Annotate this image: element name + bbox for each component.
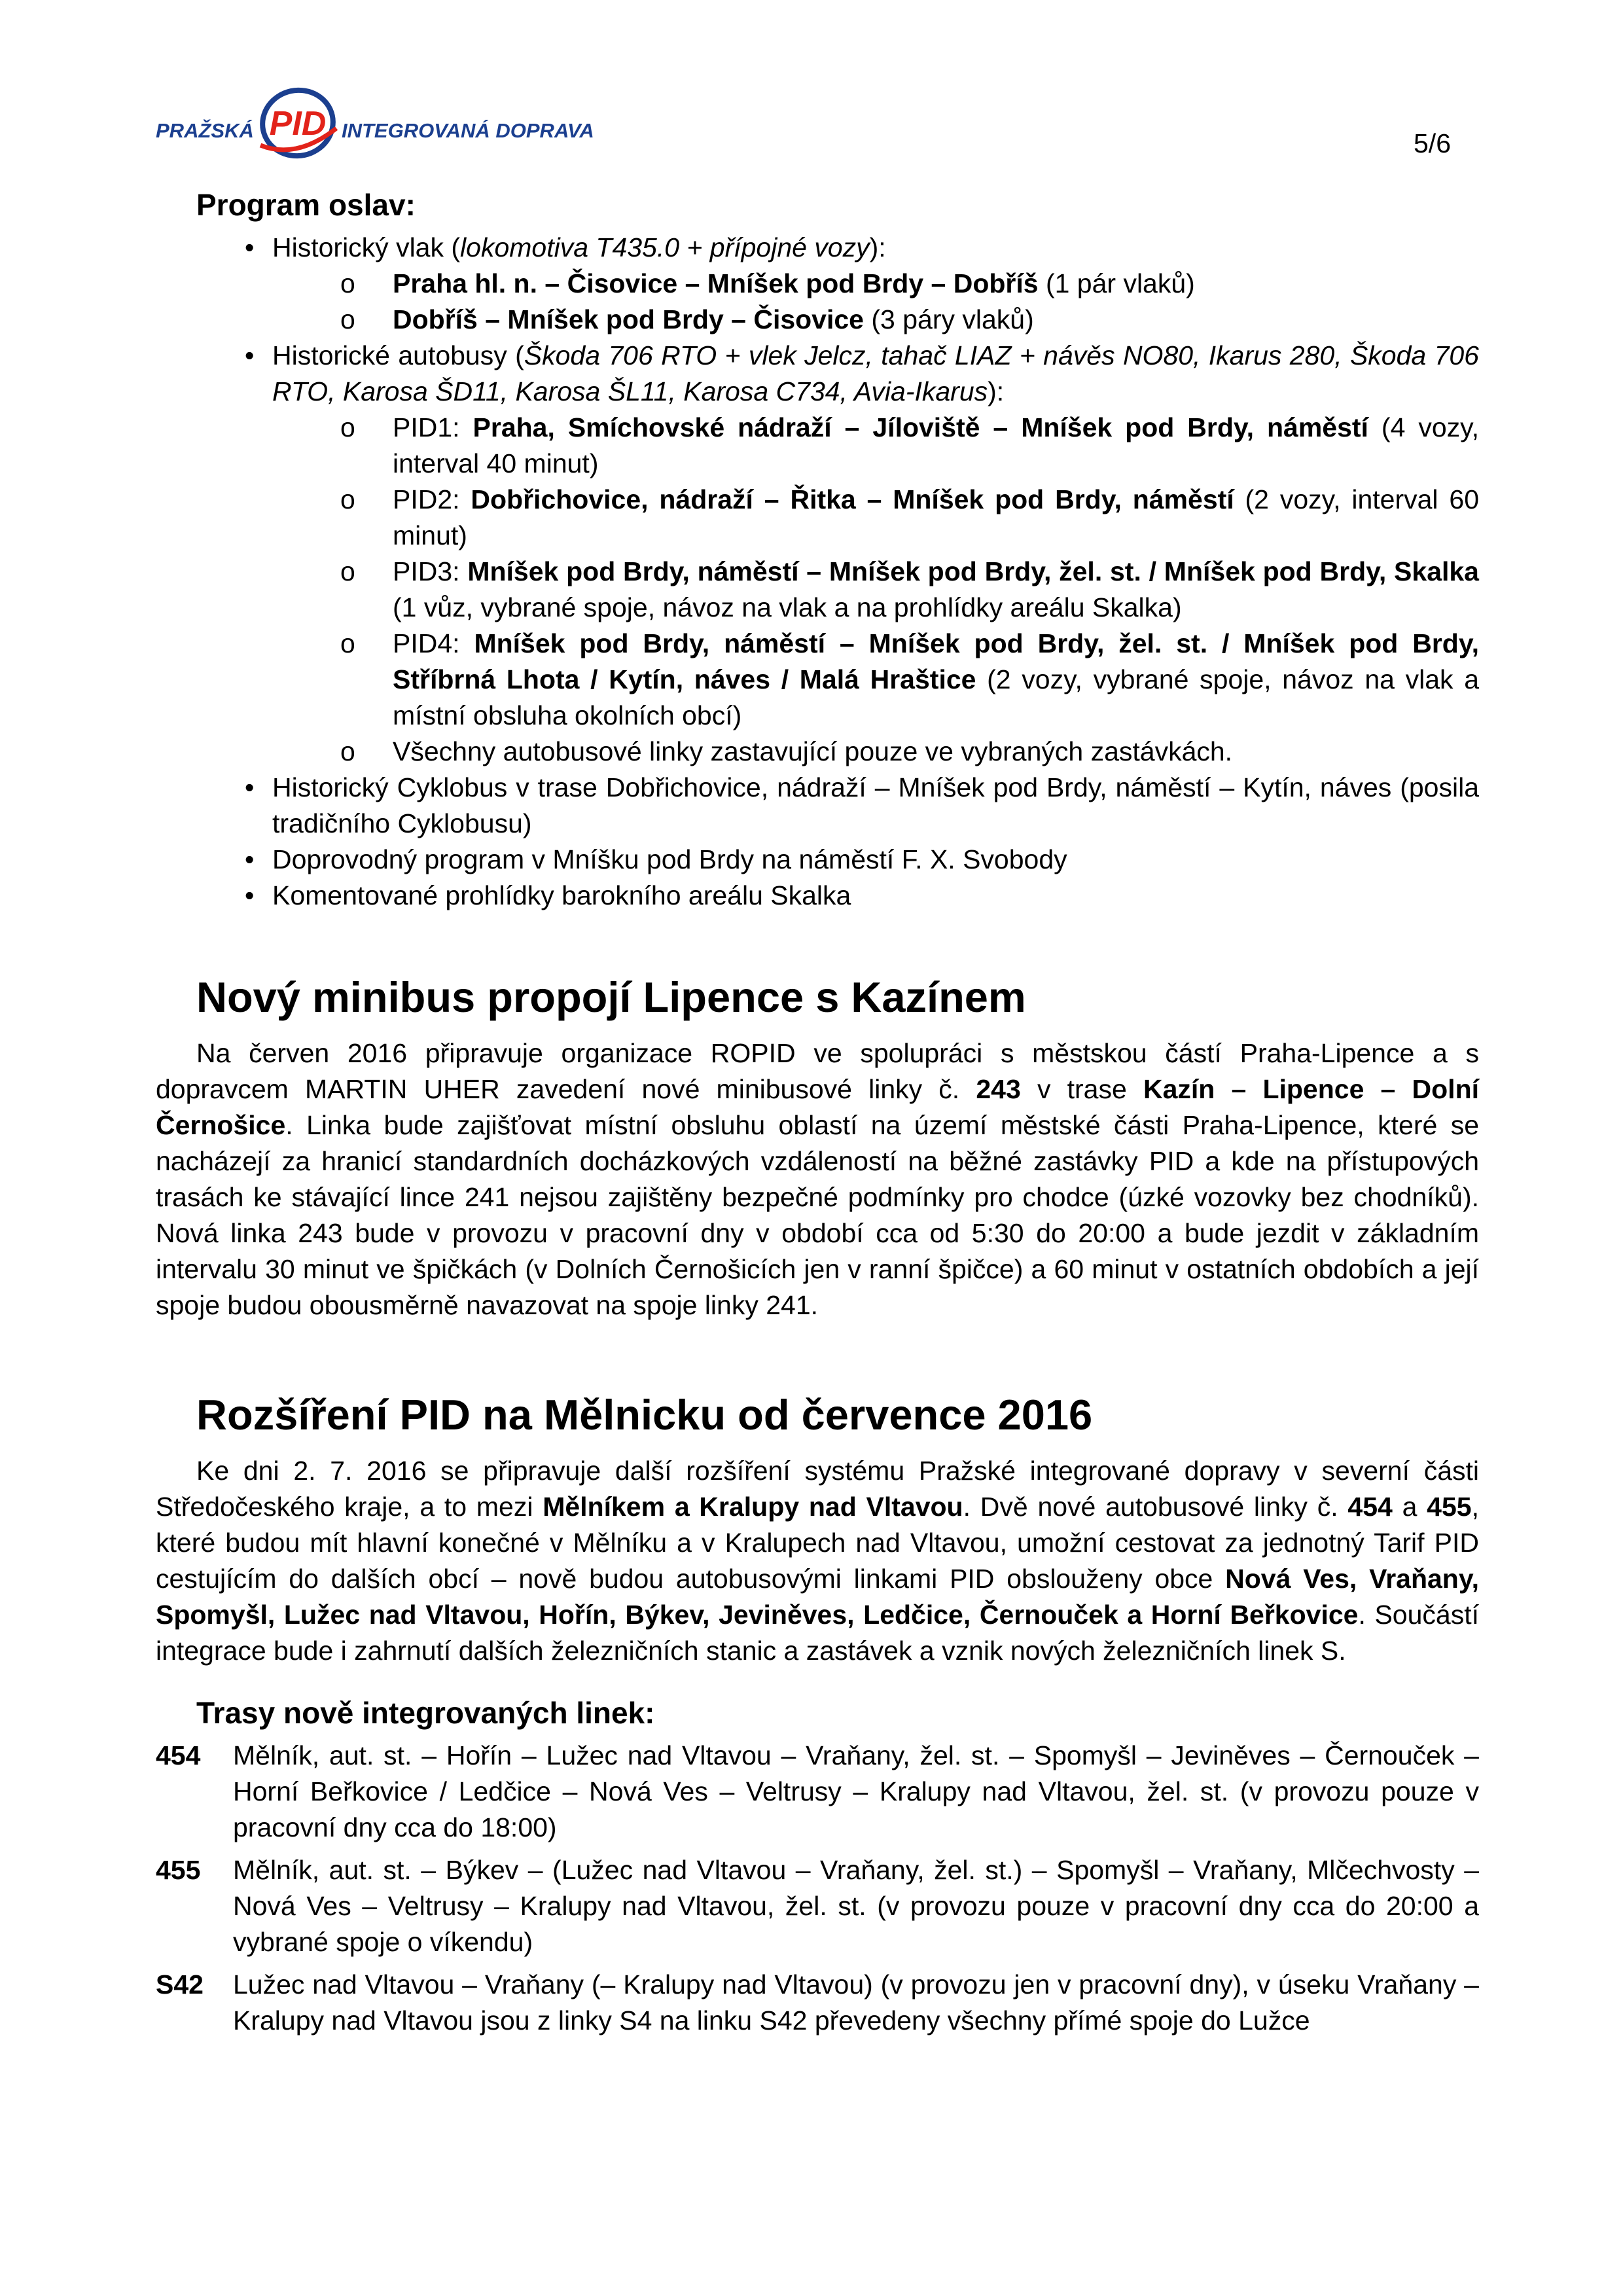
sub-item-pid1 (156, 410, 1479, 482)
text: . Součástí integrace bude i zahrnutí dalších železničních stanic a zastávek a vznik nových železničních linek S. (156, 1600, 1479, 1666)
text-italic: lokomotiva T435.0 + přípojné vozy (460, 232, 870, 262)
program-heading: Program oslav: (196, 188, 416, 222)
route-item (156, 1967, 1479, 2039)
sub-item-pid3 (156, 554, 1479, 626)
text: ): (869, 232, 886, 262)
sub-bullet: o (340, 412, 355, 442)
text: PID3: (393, 556, 468, 586)
pid-logo (156, 82, 627, 161)
page-content (156, 187, 1479, 2045)
text-bold: Kazín – Lipence – Dolní Černošice (156, 1074, 1480, 1140)
text: PID1: (393, 412, 473, 442)
bullet: • (245, 844, 255, 874)
sub-item-pid4 (156, 626, 1479, 734)
route-item (156, 1852, 1479, 1960)
sub-bullet: o (340, 628, 355, 658)
text: v trase (1020, 1074, 1143, 1104)
text-bold: Praha, Smíchovské nádraží – Jíloviště – Mníšek pod Brdy, náměstí (473, 412, 1368, 442)
page-number: 5/6 (1414, 128, 1451, 158)
text-bold: 454 (1347, 1492, 1393, 1522)
list-item-train (156, 230, 1479, 266)
logo-mark: PID (269, 105, 327, 143)
list-item-buses (156, 338, 1479, 410)
sub-item-train2 (156, 302, 1479, 338)
melnicko-heading: Rozšíření PID na Mělnicku od července 2016 (196, 1391, 1093, 1439)
text: ): (988, 376, 1005, 406)
text: a (1392, 1492, 1427, 1522)
sub-bullet: o (340, 304, 355, 334)
bullet: • (245, 880, 255, 910)
text: (1 pár vlaků) (1038, 268, 1195, 298)
text: . Linka bude zajišťovat místní obsluhu oblastí na území městské části Praha-Lipence, které se nacházejí za hranicí standardních docházkových vzdáleností na běžné zastávky PID a kde na přístupových trasách ke stávající lince 241 nejsou zajištěny bezpečné podmínky pro chodce (úzké vozovky bez chodníků). Nová linka 243 bude v provozu v pracovní dny v období cca od 5:30 do 20:00 a bude jezdit v základním intervalu 30 minut ve špičkách (v Dolních Černošicích jen v ranní špičce) a 60 minut v ostatních obdobích a její spoje budou obousměrně navazovat na spoje linky 241. (156, 1110, 1479, 1320)
text: Historický Cyklobus v trase Dobřichovice, nádraží – Mníšek pod Brdy, náměstí – Kytín, náves (posila tradičního Cyklobusu) (272, 772, 1479, 838)
sub-item-all-lines (156, 734, 1479, 770)
melnicko-paragraph (156, 1453, 1479, 1669)
text-bold: Dobřichovice, nádraží – Řitka – Mníšek pod Brdy, náměstí (471, 484, 1234, 514)
route-code: 454 (156, 1740, 201, 1770)
text: Komentované prohlídky barokního areálu Skalka (272, 880, 851, 910)
route-text: Mělník, aut. st. – Býkev – (Lužec nad Vltavou – Vraňany, žel. st.) – Spomyšl – Vraňany, Mlčechvosty – Nová Ves – Veltrusy – Kralupy nad Vltavou, žel. st. (v provozu pouze v pracovní dny cca do 20:00 a vybrané spoje o víkendu) (233, 1855, 1479, 1957)
text: (1 vůz, vybrané spoje, návoz na vlak a na prohlídky areálu Skalka) (393, 592, 1182, 622)
text: Ke dni 2. 7. 2016 se připravuje další rozšíření systému Pražské integrované dopravy v severní části Středočeského kraje, a to mezi (156, 1456, 1479, 1522)
bullet: • (245, 340, 255, 370)
text-bold: Mělníkem a Kralupy nad Vltavou (543, 1492, 963, 1522)
sub-item-pid2 (156, 482, 1479, 554)
text: , které budou mít hlavní konečné v Mělníku a v Kralupech nad Vltavou, umožní cestovat za jednotný Tarif PID cestujícím do dalších obcí – nově budou autobusovými linkami PID obslouženy obce (156, 1492, 1479, 1594)
bullet: • (245, 772, 255, 802)
text: Na červen 2016 připravuje organizace ROPID ve spolupráci s městskou částí Praha-Lipence a s dopravcem MARTIN UHER zavedení nové minibusové linky č. (156, 1038, 1479, 1104)
text-bold: 243 (976, 1074, 1021, 1104)
route-text: Lužec nad Vltavou – Vraňany (– Kralupy nad Vltavou) (v provozu jen v pracovní dny), v úseku Vraňany – Kralupy nad Vltavou jsou z linky S4 na linku S42 převedeny všechny přímé spoje do Lužce (233, 1969, 1479, 2036)
text: (4 vozy, interval 40 minut) (393, 412, 1479, 478)
text-bold: Praha hl. n. – Čisovice – Mníšek pod Brdy – Dobříš (393, 268, 1039, 298)
text: PID4: (393, 628, 474, 658)
route-code: S42 (156, 1969, 204, 2000)
text: Historický vlak ( (272, 232, 461, 262)
text: . Dvě nové autobusové linky č. (963, 1492, 1348, 1522)
text-bold: Nová Ves, Vraňany, Spomyšl, Lužec nad Vltavou, Hořín, Býkev, Jeviněves, Ledčice, Černouček a Horní Beřkovice (156, 1564, 1479, 1630)
text: Doprovodný program v Mníšku pod Brdy na náměstí F. X. Svobody (272, 844, 1067, 874)
list-item-cyklobus (156, 770, 1479, 842)
bullet: • (245, 232, 255, 262)
logo-right-text: INTEGROVANÁ DOPRAVA (342, 119, 594, 142)
sub-item-train1 (156, 266, 1479, 302)
list-item-prohlidky (156, 878, 1479, 914)
sub-bullet: o (340, 736, 355, 766)
route-text: Mělník, aut. st. – Hořín – Lužec nad Vltavou – Vraňany, žel. st. – Spomyšl – Jeviněves – Černouček – Horní Beřkovice / Ledčice – Nová Ves – Veltrusy – Kralupy nad Vltavou, žel. st. (v provozu pouze v pracovní dny cca do 18:00) (233, 1740, 1479, 1842)
list-item-doprovod (156, 842, 1479, 878)
minibus-heading: Nový minibus propojí Lipence s Kazínem (196, 973, 1026, 1021)
text: Historické autobusy ( (272, 340, 524, 370)
text: (2 vozy, vybrané spoje, návoz na vlak a místní obsluha okolních obcí) (393, 664, 1479, 730)
text: Všechny autobusové linky zastavující pouze ve vybraných zastávkách. (393, 736, 1233, 766)
sub-bullet: o (340, 556, 355, 586)
text: (3 páry vlaků) (863, 304, 1034, 334)
routes-heading: Trasy nově integrovaných linek: (196, 1696, 655, 1730)
text: (2 vozy, interval 60 minut) (393, 484, 1479, 550)
route-code: 455 (156, 1855, 201, 1885)
sub-bullet: o (340, 268, 355, 298)
text-bold: Dobříš – Mníšek pod Brdy – Čisovice (393, 304, 864, 334)
minibus-paragraph (156, 1035, 1479, 1323)
sub-bullet: o (340, 484, 355, 514)
text: PID2: (393, 484, 471, 514)
logo-left-text: PRAŽSKÁ (156, 119, 254, 142)
text-bold: Mníšek pod Brdy, náměstí – Mníšek pod Brdy, žel. st. / Mníšek pod Brdy, Skalka (467, 556, 1479, 586)
route-item (156, 1738, 1479, 1846)
text-bold: Mníšek pod Brdy, náměstí – Mníšek pod Brdy, žel. st. / Mníšek pod Brdy, Stříbrná Lhota / Kytín, náves / Malá Hraštice (393, 628, 1479, 694)
text-bold: 455 (1427, 1492, 1472, 1522)
text-italic: Škoda 706 RTO + vlek Jelcz, tahač LIAZ + návěs NO80, Ikarus 280, Škoda 706 RTO, Karosa ŠD11, Karosa ŠL11, Karosa C734, Avia-Ikarus (272, 340, 1479, 406)
